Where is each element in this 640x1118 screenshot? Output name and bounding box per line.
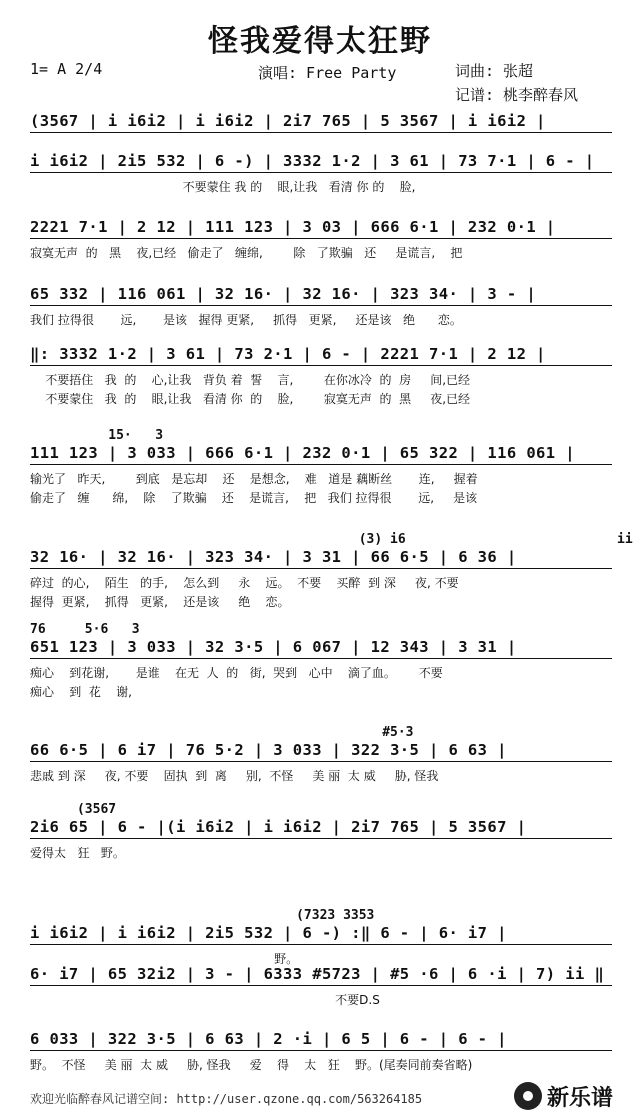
- notation-line: i i6i2 | 2i5 532 | 6 -) | 3332 1·2 | 3 61 | 73 7·1 | 6 - |: [30, 152, 612, 173]
- score-row: [30, 622, 612, 701]
- score-row: [30, 965, 612, 1009]
- lyric-line: 偷走了 缠 绵, 除 了欺骗 还 是谎言, 把 我们 拉得很 远, 是该: [30, 491, 478, 505]
- score-row: [30, 218, 612, 262]
- notation-line: ‖: 3332 1·2 | 3 61 | 73 2·1 | 6 - | 2221 7·1 | 2 12 |: [30, 345, 612, 366]
- score-row: [30, 428, 612, 507]
- notation-line: 32 16· | 32 16· | 323 34· | 3 31 | 66 6·5 | 6 36 |: [30, 548, 612, 569]
- score-row: [30, 1030, 612, 1074]
- lyric-line: 不要捂住 我 的 心,让我 背负 着 誓 言, 在你冰冷 的 房 间,已经: [30, 373, 471, 387]
- score-row: [30, 532, 633, 611]
- record-icon: [514, 1082, 542, 1110]
- score-row: [30, 285, 612, 329]
- score-row: [30, 802, 612, 862]
- notation-line: 66 6·5 | 6 i7 | 76 5·2 | 3 033 | 322 3·5 | 6 63 |: [30, 741, 612, 762]
- notation-line: 65 332 | 116 061 | 32 16· | 32 16· | 323 34· | 3 - |: [30, 285, 612, 306]
- lyric-line: 痴心 到 花 谢,: [30, 685, 132, 699]
- notation-line: 111 123 | 3 033 | 666 6·1 | 232 0·1 | 65 322 | 116 061 |: [30, 444, 612, 465]
- lyric-line: 悲戚 到 深 夜, 不要 固执 到 离 别, 不怪 美 丽 太 威 胁, 怪我: [30, 769, 439, 783]
- score-row: [30, 152, 612, 196]
- recorder-credit: 记谱: 桃李醉春风: [455, 86, 579, 104]
- alt-notes: (3567: [30, 802, 117, 817]
- notation-line: i i6i2 | i i6i2 | 2i5 532 | 6 -) :‖ 6 - | 6· i7 |: [30, 924, 612, 945]
- lyric-line: 我们 拉得很 远, 是该 握得 更紧, 抓得 更紧, 还是该 绝 恋。: [30, 313, 462, 327]
- score-row: [30, 345, 612, 408]
- lyricist-credit: 词曲: 张超: [455, 62, 534, 80]
- lyric-line: 野。 不怪 美 丽 太 威 胁, 怪我 爱 得 太 狂 野。(尾奏同前奏省略): [30, 1058, 473, 1072]
- song-title: 怪我爱得太狂野: [208, 24, 432, 59]
- score-row: [30, 908, 612, 968]
- footer-link[interactable]: 欢迎光临醉春风记谱空间: http://user.qzone.qq.com/563264185: [30, 1092, 423, 1106]
- notation-line: (3567 | i i6i2 | i i6i2 | 2i7 765 | 5 3567 | i i6i2 |: [30, 112, 612, 133]
- key-signature: 1= A 2/4: [30, 60, 103, 78]
- lyric-line: 爱得太 狂 野。: [30, 846, 125, 860]
- lyric-line: 握得 更紧, 抓得 更紧, 还是该 绝 恋。: [30, 595, 290, 609]
- lyric-line: 输光了 昨天, 到底 是忘却 还 是想念, 难 道是 藕断丝 连, 握着: [30, 472, 478, 486]
- lyric-line: 痴心 到花谢, 是谁 在无 人 的 街, 哭到 心中 滴了血。 不要: [30, 666, 443, 680]
- lyric-line: 不要D.S: [30, 993, 380, 1007]
- notation-line: 651 123 | 3 033 | 32 3·5 | 6 067 | 12 343 | 3 31 |: [30, 638, 612, 659]
- alt-notes: (7323 3353: [30, 908, 375, 923]
- notation-line: 6 033 | 322 3·5 | 6 63 | 2 ·i | 6 5 | 6 - | 6 - |: [30, 1030, 612, 1051]
- notation-line: 2221 7·1 | 2 12 | 111 123 | 3 03 | 666 6·1 | 232 0·1 |: [30, 218, 612, 239]
- lyric-line: 野。: [30, 952, 299, 966]
- notation-line: 6· i7 | 65 32i2 | 3 - | 6333 #5723 | #5 ·6 | 6 ·i | 7) ii ‖: [30, 965, 612, 986]
- score-row: [30, 112, 612, 133]
- alt-notes: 15· 3: [30, 428, 164, 443]
- alt-notes: 76 5·6 3: [30, 622, 140, 637]
- lyric-line: 不要蒙住 我 的 眼,让我 看清 你 的 脸, 寂寞无声 的 黑 夜,已经: [30, 392, 471, 406]
- alt-notes: #5·3: [30, 725, 414, 740]
- site-logo[interactable]: [514, 1080, 632, 1112]
- logo-text: 新乐谱: [547, 1085, 614, 1111]
- lyric-line: 寂寞无声 的 黑 夜,已经 偷走了 缠绵, 除 了欺骗 还 是谎言, 把: [30, 246, 463, 260]
- lyric-line: 碎过 的心, 陌生 的手, 怎么到 永 远。 不要 买醉 到 深 夜, 不要: [30, 576, 459, 590]
- notation-line: 2i6 65 | 6 - |(i i6i2 | i i6i2 | 2i7 765 | 5 3567 |: [30, 818, 612, 839]
- singer-credit: 演唱: Free Party: [258, 64, 397, 82]
- alt-notes: (3) i6 ii: [30, 532, 633, 547]
- score-row: [30, 725, 612, 785]
- lyric-line: 不要蒙住 我 的 眼,让我 看清 你 的 脸,: [30, 180, 416, 194]
